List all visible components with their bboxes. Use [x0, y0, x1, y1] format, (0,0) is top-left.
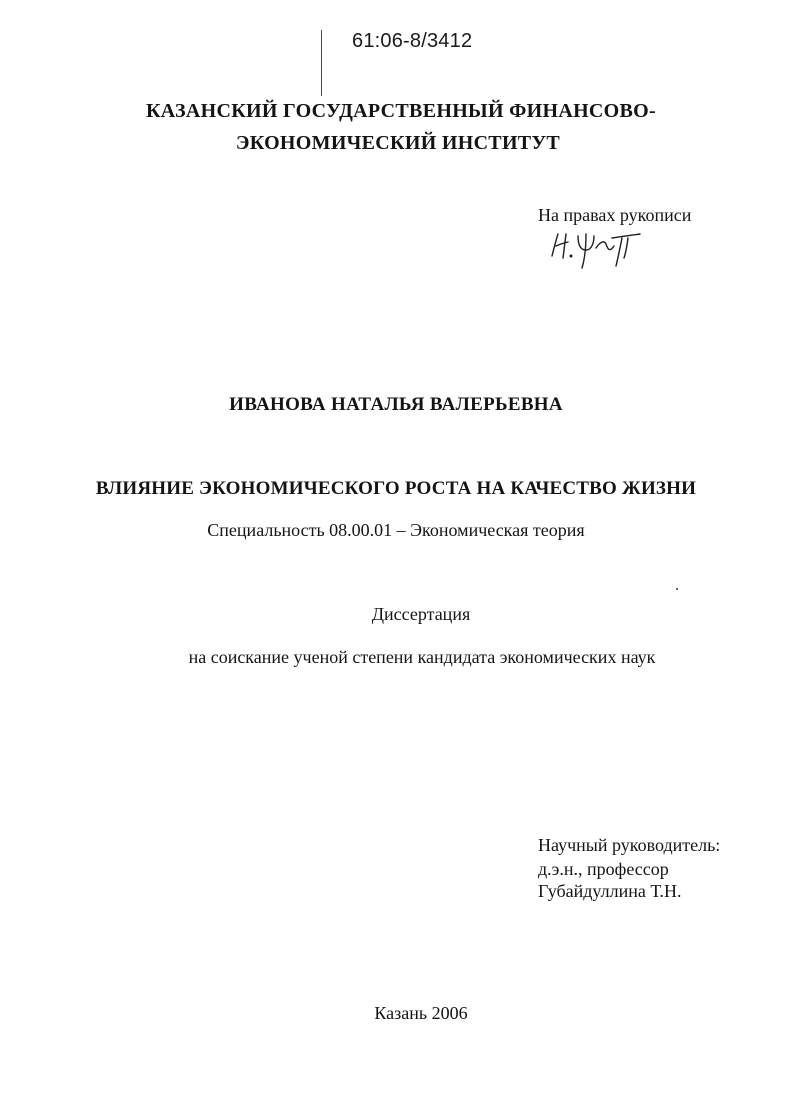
- institution-line-2: ЭКОНОМИЧЕСКИЙ ИНСТИТУТ: [235, 132, 561, 154]
- institution-line-1: КАЗАНСКИЙ ГОСУДАРСТВЕННЫЙ ФИНАНСОВО-: [145, 100, 656, 122]
- specialty: Специальность 08.00.01 – Экономическая теория: [207, 520, 585, 540]
- degree-statement: на соискание ученой степени кандидата экономических наук: [188, 647, 656, 667]
- manuscript-rights-note: На правах рукописи: [538, 205, 692, 225]
- catalog-number: 61:06-8/3412: [352, 30, 473, 52]
- dissertation-title: ВЛИЯНИЕ ЭКОНОМИЧЕСКОГО РОСТА НА КАЧЕСТВО ЖИЗНИ: [95, 478, 697, 499]
- city-year: Казань 2006: [374, 1003, 468, 1023]
- supervisor-rank: д.э.н., профессор: [538, 859, 669, 879]
- document-type: Диссертация: [371, 604, 471, 624]
- supervisor-name: Губайдуллина Т.Н.: [538, 881, 682, 901]
- handwritten-signature: [548, 226, 648, 270]
- margin-rule: [321, 30, 322, 96]
- supervisor-label: Научный руководитель:: [538, 835, 721, 855]
- author-name: ИВАНОВА НАТАЛЬЯ ВАЛЕРЬЕВНА: [229, 394, 563, 415]
- scan-speck: [676, 588, 678, 590]
